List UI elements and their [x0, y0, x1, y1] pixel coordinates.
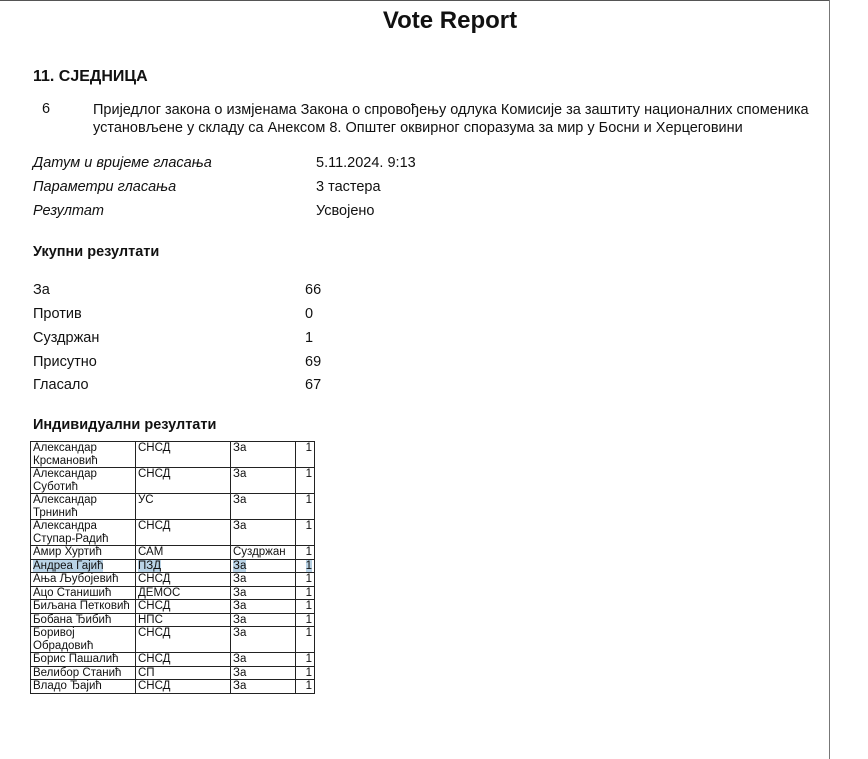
voter-vote-cell [231, 468, 296, 494]
voter-vote-cell [231, 494, 296, 520]
total-abstain-value: 1 [305, 330, 314, 346]
voter-name-cell [31, 653, 136, 667]
voter-party: СНСД [138, 653, 171, 665]
table-row [31, 494, 315, 520]
voter-name-cell [31, 573, 136, 587]
voter-party-cell [136, 680, 231, 694]
voter-count-cell [296, 520, 315, 546]
voter-count: 1 [305, 573, 312, 585]
voter-count: 1 [305, 494, 312, 506]
voter-party: ДЕМОС [138, 586, 181, 599]
voter-count-cell [296, 468, 315, 494]
voter-vote: За [233, 494, 247, 506]
voter-vote: За [233, 559, 247, 572]
voter-count-cell [296, 600, 315, 614]
individual-results-table [30, 441, 315, 694]
voter-vote-cell [231, 586, 296, 600]
session-heading: 11. СЈЕДНИЦА [33, 68, 148, 85]
voter-party: НПС [138, 613, 163, 626]
table-row [31, 442, 315, 468]
voter-party-cell [136, 520, 231, 546]
voter-party-cell [136, 494, 231, 520]
voter-vote: За [233, 600, 247, 612]
voter-vote-cell [231, 520, 296, 546]
voter-vote: За [233, 520, 247, 532]
total-for-label: За [33, 282, 50, 298]
total-present-label: Присутно [33, 354, 97, 370]
voter-name-cell [31, 600, 136, 614]
voter-count-cell [296, 559, 315, 573]
voter-count: 1 [305, 559, 312, 572]
voter-party: СНСД [138, 573, 171, 585]
total-against-value: 0 [305, 306, 314, 322]
voter-name: Александар Трнинић [33, 494, 97, 519]
voter-party-cell [136, 600, 231, 614]
voter-name-cell [31, 613, 136, 627]
total-against-label: Против [33, 306, 82, 322]
voting-params-label: Параметри гласања [33, 179, 177, 195]
table-row [31, 586, 315, 600]
voter-party-cell [136, 666, 231, 680]
voter-count-cell [296, 494, 315, 520]
voter-count: 1 [305, 627, 312, 639]
voter-party-cell [136, 442, 231, 468]
voter-count: 1 [305, 653, 312, 665]
individual-heading: Индивидуални резултати [33, 417, 217, 433]
voter-count: 1 [305, 546, 312, 558]
voter-party: СНСД [138, 468, 171, 480]
voter-name-cell [31, 586, 136, 600]
voter-count: 1 [305, 520, 312, 532]
table-row [31, 680, 315, 694]
voter-party: СНСД [138, 442, 171, 454]
voter-name: Амир Хуртић [33, 546, 102, 558]
table-row [31, 468, 315, 494]
voter-count-cell [296, 573, 315, 587]
total-voted-label: Гласало [33, 377, 89, 393]
table-row [31, 520, 315, 546]
voter-vote-cell [231, 666, 296, 680]
voter-name: Ања Љубојевић [33, 573, 119, 585]
voter-name: Владо Ђајић [33, 680, 102, 692]
voter-name-cell [31, 468, 136, 494]
voter-count-cell [296, 613, 315, 627]
table-row [31, 653, 315, 667]
voter-count: 1 [305, 442, 312, 454]
voter-count: 1 [305, 586, 312, 599]
voter-vote-cell [231, 442, 296, 468]
voter-party-cell [136, 586, 231, 600]
voter-name: Александар Крсмановић [33, 442, 98, 467]
table-row [31, 613, 315, 627]
page-top-border [0, 0, 830, 1]
voter-party: ПЗД [138, 559, 161, 572]
voter-name-cell [31, 666, 136, 680]
voter-name-cell [31, 494, 136, 520]
voter-vote-cell [231, 600, 296, 614]
voter-name-cell [31, 546, 136, 560]
voter-count: 1 [305, 666, 312, 679]
totals-heading: Укупни резултати [33, 244, 160, 260]
table-row [31, 666, 315, 680]
voter-party-cell [136, 573, 231, 587]
voter-party: СНСД [138, 627, 171, 639]
voter-name: Александар Суботић [33, 468, 97, 493]
voter-vote-cell [231, 573, 296, 587]
agenda-item-text: Приједлог закона о измјенама Закона о спровођењу одлука Комисије за заштиту националних споменика установљене у складу са Анексом 8. Општег оквирног споразума за мир у Босни и Херцеговини [93, 102, 809, 136]
total-for-value: 66 [305, 282, 322, 298]
voter-count: 1 [305, 680, 312, 692]
agenda-item-number: 6 [42, 101, 51, 117]
voter-vote-cell [231, 680, 296, 694]
voter-vote: Суздржан [233, 546, 286, 558]
voter-vote: За [233, 573, 247, 585]
voter-name: Биљана Петковић [33, 600, 130, 612]
voter-name: Александра Ступар-Радић [33, 520, 109, 545]
voter-name: Бобана Ђибић [33, 613, 112, 626]
voter-vote: За [233, 653, 247, 665]
voter-vote: За [233, 666, 247, 679]
voter-party-cell [136, 653, 231, 667]
voter-name-cell [31, 680, 136, 694]
voter-party-cell [136, 559, 231, 573]
voter-vote-cell [231, 546, 296, 560]
voter-vote: За [233, 468, 247, 480]
voter-count-cell [296, 442, 315, 468]
total-present-value: 69 [305, 354, 322, 370]
voter-name: Борис Пашалић [33, 653, 119, 665]
voter-party: САМ [138, 546, 164, 558]
table-row [31, 573, 315, 587]
voter-party: СНСД [138, 680, 171, 692]
voter-count: 1 [305, 613, 312, 626]
voter-vote: За [233, 680, 247, 692]
result-value: Усвојено [316, 203, 375, 219]
voter-vote-cell [231, 653, 296, 667]
voter-vote-cell [231, 613, 296, 627]
voter-name-cell [31, 559, 136, 573]
table-row [31, 627, 315, 653]
total-voted-value: 67 [305, 377, 322, 393]
voter-party-cell [136, 546, 231, 560]
voter-name: Андреа Гајић [33, 559, 104, 572]
voter-name-cell [31, 520, 136, 546]
voter-name: Велибор Станић [33, 666, 122, 679]
voter-vote-cell [231, 559, 296, 573]
report-title: Vote Report [382, 7, 518, 34]
voter-party-cell [136, 468, 231, 494]
table-row [31, 559, 315, 573]
total-abstain-label: Суздржан [33, 330, 100, 346]
voter-count-cell [296, 680, 315, 694]
voter-party: УС [138, 494, 154, 506]
voter-party: СП [138, 666, 155, 679]
voter-name-cell [31, 627, 136, 653]
voter-vote-cell [231, 627, 296, 653]
voter-count-cell [296, 653, 315, 667]
table-row [31, 546, 315, 560]
voter-name-cell [31, 442, 136, 468]
voting-params-value: 3 тастера [316, 179, 381, 195]
voter-name: Боривој Обрадовић [33, 627, 94, 652]
result-label: Резултат [33, 203, 104, 219]
voter-vote: За [233, 627, 247, 639]
voter-count-cell [296, 546, 315, 560]
voter-party: СНСД [138, 520, 171, 532]
voter-vote: За [233, 586, 247, 599]
voter-count: 1 [305, 600, 312, 612]
voter-party-cell [136, 613, 231, 627]
voter-name: Ацо Станишић [33, 586, 112, 599]
voter-vote: За [233, 442, 247, 454]
voting-date-label: Датум и вријеме гласања [33, 155, 212, 171]
voter-count-cell [296, 666, 315, 680]
voter-party-cell [136, 627, 231, 653]
voting-date-value: 5.11.2024. 9:13 [316, 155, 416, 171]
voter-vote: За [233, 613, 247, 626]
voter-count-cell [296, 627, 315, 653]
voter-party: СНСД [138, 600, 171, 612]
voter-count-cell [296, 586, 315, 600]
table-row [31, 600, 315, 614]
voter-count: 1 [305, 468, 312, 480]
